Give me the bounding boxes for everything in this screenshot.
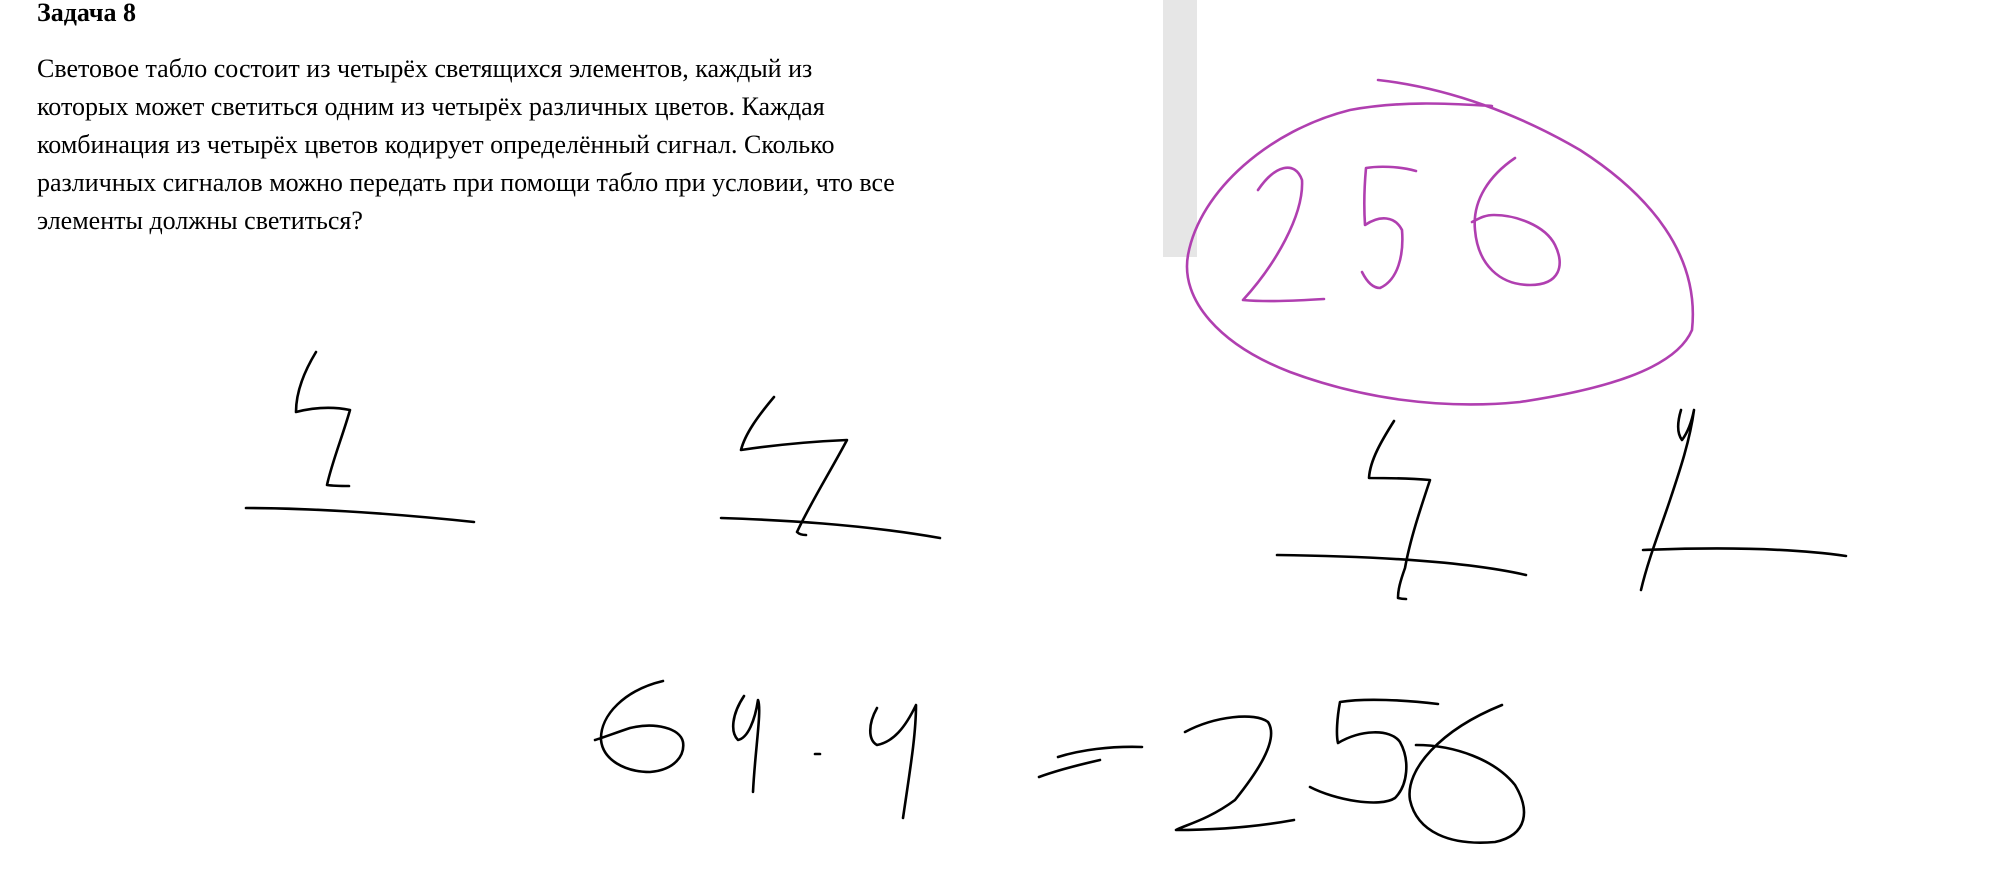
handwritten-slot-4: [1641, 410, 1846, 590]
handwritten-underline: [1643, 548, 1846, 556]
task-text-line: которых может светиться одним из четырёх различных цветов. Каждая: [37, 92, 825, 121]
handwritten-underline: [246, 508, 474, 522]
handwritten-digit-5: [1310, 700, 1438, 803]
handwritten-underline: [721, 518, 940, 538]
handwritten-digit-4: [296, 352, 350, 486]
handwritten-digit-6: [1472, 158, 1560, 285]
handwritten-slot-2: [721, 397, 940, 538]
handwritten-digit-5: [1362, 167, 1416, 288]
task-text-line: Световое табло состоит из четырёх светящихся элементов, каждый из: [37, 54, 813, 83]
task-text-line: комбинация из четырёх цветов кодирует определённый сигнал. Сколько: [37, 130, 835, 159]
handwritten-slot-3: [1277, 421, 1526, 599]
task-title: Задача 8: [37, 0, 136, 27]
handwritten-digit-4: [741, 397, 847, 535]
handwritten-digit-6: [1410, 705, 1524, 843]
handwritten-digit-4: [1369, 421, 1430, 599]
handwritten-expression: [595, 681, 1524, 843]
handwritten-slot-1: [246, 352, 474, 522]
handwritten-digit-4: [870, 705, 916, 818]
task-text-line: различных сигналов можно передать при помощи табло при условии, что все: [37, 168, 895, 197]
handwritten-underline: [1277, 555, 1526, 575]
handwritten-digit-6: [595, 681, 683, 772]
handwritten-digit-4: [733, 696, 759, 792]
handwritten-circled-answer: [1187, 80, 1693, 404]
handwritten-digit-2: [1243, 168, 1324, 301]
task-text-line: элементы должны светиться?: [37, 206, 363, 235]
handwritten-equals-top: [1058, 747, 1142, 757]
handwritten-circle: [1187, 80, 1693, 404]
handwritten-digit-4: [1641, 410, 1694, 590]
handwritten-digit-2: [1176, 717, 1294, 830]
handwritten-equals-bottom: [1039, 760, 1100, 777]
